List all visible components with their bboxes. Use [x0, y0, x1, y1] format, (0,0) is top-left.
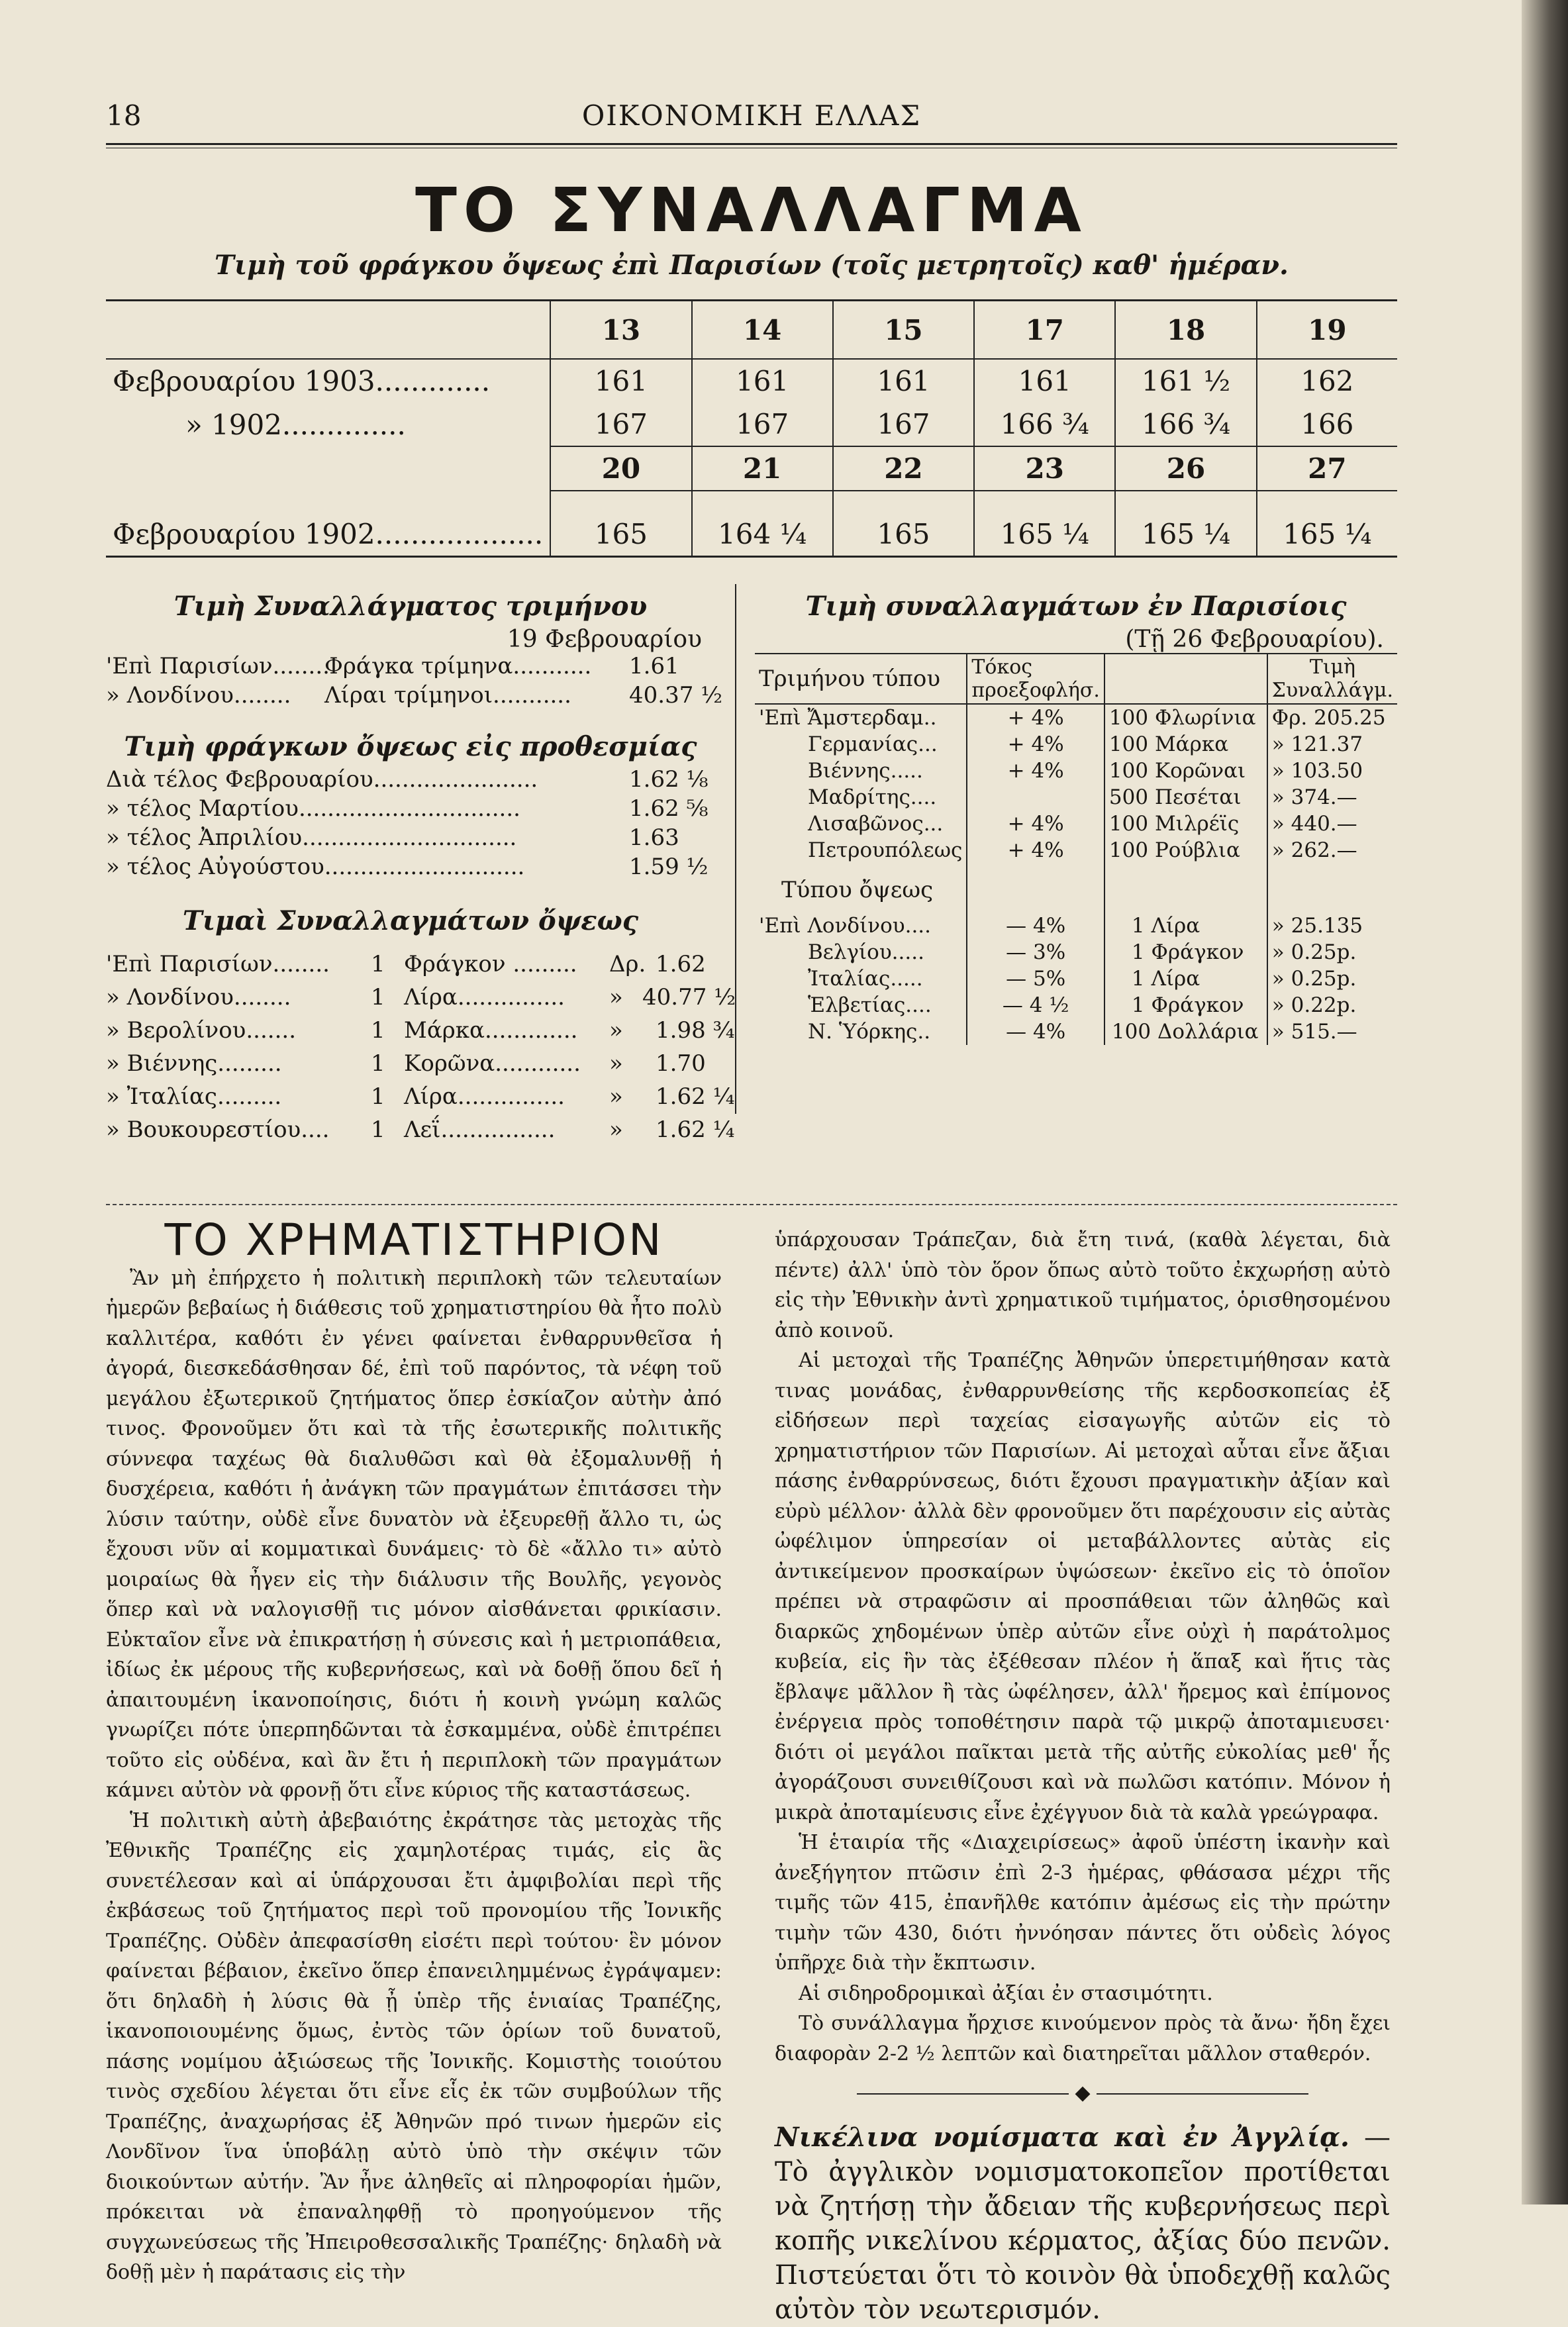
paragraph: Αἱ σιδηροδρομικαὶ ἀξίαι ἐν στασιμότητι. [799, 1981, 1213, 2005]
rate-cell: 161 [833, 359, 974, 403]
column-divider [735, 584, 736, 1114]
list-item: » τέλος Μαρτίου............................... 1.62 ⅝ [106, 795, 709, 822]
day-cell: 13 [550, 301, 691, 360]
running-header [106, 93, 1397, 139]
day-cell: 18 [1115, 301, 1256, 360]
rate-cell: 167 [833, 403, 974, 446]
section-divider [106, 1204, 1397, 1205]
list-item: » τέλος Αὐγούστου............................ 1.59 ½ [106, 854, 709, 880]
paris-rates-table [755, 653, 1397, 1045]
paragraph: Ἡ ἑταιρία τῆς «Διαχειρίσεως» ἀφοῦ ὑπέστη ἱκανὴν καὶ ἀνεξήγητον πτῶσιν ἐπὶ 2-3 ἡμέρας, φθάσασα μέχρι τῆς τιμῆς τῶν 415, ἐπανῆλθε κατόπιν ἀμέσως εἰς τὴν πρώτην τιμὴν τῶν 430, διότι ἠννόησαν πάντες ὅτι οὐδεὶς λόγος ὑπῆρχε διὰ τὴν ἔκπτωσιν. [775, 1831, 1391, 1975]
list-item: » Λονδίνου........ 1 Λίρα............... » 40.77 ½ [106, 984, 736, 1011]
list-item: » Βουκουρεστίου.... 1 Λεΐ................ » 1.62 ¼ [106, 1116, 735, 1143]
table-row: Μαδρίτης.... 500 Πεσέται » 374.— [755, 784, 1397, 811]
table-row: 'Επὶ Ἄμστερδαμ.. + 4% 100 Φλωρίνια Φρ. 205.25 [755, 704, 1397, 731]
paris-heading: Τιμὴ συναλλαγμάτων ἐν Παρισίοις [805, 591, 1347, 622]
rate-cell: 165 [833, 491, 974, 557]
day-cell: 23 [974, 446, 1115, 491]
rate-cell: 165 ¼ [974, 491, 1115, 557]
exchange-columns [106, 584, 1397, 1143]
table-row: 'Επὶ Λονδίνου.... — 4% 1 Λίρα » 25.135 [755, 913, 1397, 939]
ornament-divider: ◆ [775, 2078, 1391, 2108]
row-label: » 1902.............. [185, 408, 406, 441]
table-row: Λισαβῶνος... + 4% 100 Μιλρέϊς » 440.— [755, 811, 1397, 837]
paris-date: (Τῇ 26 Φεβρουαρίου). [1125, 626, 1384, 653]
rate-cell: 161 [974, 359, 1115, 403]
table-row: Ἰταλίας..... — 5% 1 Λίρα » 0.25p. [755, 965, 1397, 992]
three-month-heading: Τιμὴ Συναλλάγματος τριμήνου [173, 591, 648, 622]
rate-cell: 161 [550, 359, 691, 403]
list-item: » Βιέννης......... 1 Κορῶνα............ » 1.70 [106, 1050, 706, 1077]
rate-cell: 166 [1257, 403, 1397, 446]
table-row: Ν. Ὑόρκης.. — 4% 100 Δολλάρια » 515.— [755, 1018, 1397, 1045]
rate-cell: 161 ½ [1115, 359, 1256, 403]
nickel-note [775, 2120, 1391, 2327]
day-cell: 26 [1115, 446, 1256, 491]
list-item: » Ἰταλίας......... 1 Λίρα............... » 1.62 ¼ [106, 1083, 735, 1110]
nickel-text: — Τὸ ἀγγλικὸν νομισματοκοπεῖον προτίθεται νὰ ζητήσῃ τὴν ἄδειαν τῆς κυβερνήσεως περὶ κοπῆς νικελίνου κέρματος, ἀξίας δύο πενῶν. Πιστεύεται ὅτι τὸ κοινὸν θὰ ὑποδεχθῇ καλῶς αὐτὸν τὸν νεωτερισμόν. [775, 2122, 1391, 2325]
list-item: » Λονδίνου........ Λίραι τρίμηνοι........... 40.37 ½ [106, 682, 723, 709]
list-item: » τέλος Ἀπριλίου.............................. 1.63 [106, 824, 679, 851]
rate-cell: 166 ¾ [1115, 403, 1256, 446]
day-cell: 27 [1257, 446, 1397, 491]
page [106, 93, 1397, 1143]
paragraph: ὑπάρχουσαν Τράπεζαν, διὰ ἔτη τινά, (καθὰ λέγεται, διὰ πέντε) ἀλλ' ὑπὸ τὸν ὅρον ὅπως αὐτὸ τοῦτο ἐκχωρήσῃ αὐτὸ εἰς τὴν Ἐθνικὴν ἀντὶ χρηματικοῦ τιμήματος, ὁρισθησομένου ἀπὸ κοινοῦ. [775, 1228, 1391, 1342]
article-column-right [775, 1225, 1391, 2327]
list-item: 'Επὶ Παρισίων........ Φράγκα τρίμηνα........... 1.61 [106, 653, 679, 679]
table-row: Βιέννης..... + 4% 100 Κορῶναι » 103.50 [755, 758, 1397, 784]
list-item: Διὰ τέλος Φεβρουαρίου....................... 1.62 ⅛ [106, 766, 709, 793]
rate-cell: 165 ¼ [1257, 491, 1397, 557]
rate-cell: 161 [692, 359, 833, 403]
row-label: Φεβρουαρίου 1903............. [113, 365, 491, 397]
section-title: ΤΟ ΣΥΝΑΛΛΑΓΜΑ [415, 175, 1088, 246]
forward-heading: Τιμὴ φράγκων ὄψεως εἰς προθεσμίας [124, 731, 697, 762]
table-header-row [106, 301, 1397, 360]
daily-rate-table [106, 299, 1397, 558]
table-row: Βελγίου..... — 3% 1 Φράγκον » 0.25p. [755, 939, 1397, 965]
table-subheader-row [106, 446, 1397, 491]
list-item: » Βερολίνου....... 1 Μάρκα............. » 1.98 ¾ [106, 1017, 735, 1044]
paragraph: Ἂν μὴ ἐπήρχετο ἡ πολιτικὴ περιπλοκὴ τῶν τελευταίων ἡμερῶν βεβαίως ἡ διάθεσις τοῦ χρηματιστηρίου θὰ ἦτο πολὺ καλλιτέρα, καθότι ἐν γένει φαίνεται ἐνθαρρυνθεῖσα ἡ ἀγορά, διεσκεδάσθησαν δέ, ἐπὶ τοῦ παρόντος, τὰ νέφη τοῦ μεγάλου ἐξωτερικοῦ ζητήματος ὅπερ ἐσκίαζον αὐτὴν ἀπό τινος. Φρονοῦμεν ὅτι καὶ τὰ τῆς ἐσωτερικῆς πολιτικῆς σύννεφα ταχέως θὰ διαλυθῶσι καὶ θὰ ἐξομαλυνθῇ ἡ δυσχέρεια, καθότι ἡ ἀνάγκη τῶν πραγμάτων ἐπιτάσσει τὴν λύσιν ταύτην, οὐδὲ εἶνε δυνατὸν νὰ ἐξευρεθῇ ἄλλο τι, ὡς ἔχουσι νῦν αἱ κομματικαὶ δυνάμεις· τὸ δὲ «ἄλλο τι» αὐτὸ μοιραίως θὰ ἦγεν εἰς τὴν διάλυσιν τῆς Βουλῆς, γεγονὸς ὅπερ καὶ νὰ ναλογισθῇ τις μόνον αἰσθάνεται φρικίασιν. Εὐκταῖον εἶνε νὰ ἐπικρατήσῃ ἡ σύνεσις καὶ ἡ μετριοπάθεια, ἰδίως ἐκ μέρους τῆς κυβερνήσεως, καὶ νὰ δοθῇ ὅπου δεῖ ἡ ἀπαιτουμένη ἱκανοποίησις, διότι ἡ κοινὴ γνώμη καλῶς γνωρίζει πότε ὑπερπηδῶνται τὰ ἐσκαμμένα, οὐδὲ ἐπιτρέπει τοῦτο εἰς οὐδένα, καὶ ἂν ἔτι ἡ περιπλοκὴ τῶν πραγμάτων κάμνει αὐτὸν νὰ φρονῇ ὅτι εἶνε κύριος τῆς καταστάσεως. [106, 1266, 722, 1802]
day-cell: 20 [550, 446, 691, 491]
sight-rates-heading: Τιμαὶ Συναλλαγμάτων ὄψεως [182, 905, 639, 936]
rate-cell: 167 [692, 403, 833, 446]
article-column-left [106, 1214, 722, 2288]
article-title: ΤΟ ΧΡΗΜΑΤΙΣΤΗΡΙΟΝ [164, 1214, 663, 1265]
table-header-row: Τριμήνου τύπου Τόκος προεξοφλήσ. Τιμὴ Συναλλάγμ. [755, 654, 1397, 704]
paragraph: Ἡ πολιτικὴ αὐτὴ ἀβεβαιότης ἐκράτησε τὰς μετοχὰς τῆς Ἐθνικῆς Τραπέζης εἰς χαμηλοτέρας τιμάς, εἰς ἃς συνετέλεσαν καὶ αἱ ὑπάρχουσαι ἔτι ἀμφιβολίαι περὶ τῆς ἐκβάσεως τοῦ ζητήματος περὶ τοῦ προνομίου τῆς Ἰονικῆς Τραπέζης. Οὐδὲν ἀπεφασίσθη εἰσέτι περὶ τούτου· ἓν μόνον φαίνεται βέβαιον, ἐκεῖνο ὅπερ ἐπανειλημμένως ἐγράψαμεν: ὅτι δηλαδὴ ἡ λύσις θὰ ᾖ ὑπὲρ τῆς ἑνιαίας Τραπέζης, ἱκανοποιουμένης ὅμως, ἐντὸς τῶν ὁρίων τοῦ δυνατοῦ, πάσης νομίμου ἀξιώσεως τῆς Ἰονικῆς. Κομιστὴς τοιούτου τινὸς σχεδίου λέγεται ὅτι εἶνε εἷς ἐκ τῶν συμβούλων τῆς Τραπέζης, ἀναχωρήσας ἐξ Ἀθηνῶν πρό τινων ἡμερῶν εἰς Λονδῖνον ἵνα ὑποβάλῃ αὐτὸ ὑπὸ τὴν σκέψιν τῶν διοικούντων αὐτήν. Ἂν ἦνε ἀληθεῖς αἱ πληροφορίαι ἡμῶν, πρόκειται νὰ ἐπαναληφθῇ τὸ προηγούμενον τῆς συγχωνεύσεως τῆς Ἠπειροθεσσαλικῆς Τραπέζης· δηλαδὴ νὰ δοθῇ μὲν ἡ παράτασις εἰς τὴν [106, 1808, 722, 2284]
section-subtitle: Τιμὴ τοῦ φράγκου ὄψεως ἐπὶ Παρισίων (τοῖς μετρητοῖς) καθ' ἡμέραν. [215, 250, 1289, 281]
paragraph: Τὸ συνάλλαγμα ἤρχισε κινούμενον πρὸς τὰ ἄνω· ἤδη ἔχει διαφορὰν 2-2 ½ λεπτῶν καὶ διατηρεῖται μᾶλλον σταθερόν. [775, 2012, 1391, 2065]
row-label: Φεβρουαρίου 1902................... [106, 491, 550, 557]
rate-cell: 165 [550, 491, 691, 557]
table-row: Ἑλβετίας.... — 4 ½ 1 Φράγκον » 0.22p. [755, 992, 1397, 1018]
rate-cell: 165 ¼ [1115, 491, 1256, 557]
table-row: Γερμανίας... + 4% 100 Μάρκα » 121.37 [755, 731, 1397, 758]
day-cell: 17 [974, 301, 1115, 360]
nickel-title: Νικέλινα νομίσματα καὶ ἐν Ἀγγλίᾳ. [775, 2121, 1349, 2153]
list-item: 'Επὶ Παρισίων........ 1 Φράγκον ......... Δρ. 1.62 [106, 951, 706, 977]
day-cell: 14 [692, 301, 833, 360]
three-month-date: 19 Φεβρουαρίου [507, 626, 702, 653]
header-rule [106, 143, 1397, 148]
right-column [755, 584, 1397, 1045]
running-title: ΟΙΚΟΝΟΜΙΚΗ ΕΛΛΑΣ [581, 99, 922, 132]
page-edge-shadow [1522, 0, 1568, 2204]
table-section-label: Τύπου ὄψεως [755, 864, 1397, 913]
table-row [106, 491, 1397, 557]
day-cell: 19 [1257, 301, 1397, 360]
table-row [106, 403, 1397, 446]
day-cell: 21 [692, 446, 833, 491]
left-column [106, 584, 736, 1150]
rate-cell: 162 [1257, 359, 1397, 403]
rate-cell: 164 ¼ [692, 491, 833, 557]
paragraph: Αἱ μετοχαὶ τῆς Τραπέζης Ἀθηνῶν ὑπερετιμήθησαν κατὰ τινας μονάδας, ἐνθαρρυνθείσης τῆς κερδοσκοπείας ἐξ εἰδήσεων περὶ ταχείας εἰσαγωγῆς αὐτῶν εἰς τὸ χρηματιστήριον τῶν Παρισίων. Αἱ μετοχαὶ αὗται εἶνε ἄξιαι πάσης ἐνθαρρύνσεως, διότι ἔχουσι πραγματικὴν ἀξίαν καὶ εὐρὺ μέλλον· ἀλλὰ δὲν φρονοῦμεν ὅτι παρέχουσιν εἰς αὐτὰς ὠφέλιμον ὑπηρεσίαν οἱ μεταβάλλοντες αὐτὰς εἰς ἀντικείμενον προσκαίρων ὑψώσεων· ἐκεῖνο εἰς τὸ ὁποῖον πρέπει νὰ στραφῶσιν αἱ προσπάθειαι τῶν ἀληθῶς καὶ διαρκῶς χηδομένων ὑπὲρ αὐτῶν εἶνε οὐχὶ ἡ παράτολμος κυβεία, εἰς ἣν τὰς ἐξέθεσαν πλέον ἡ ἅπαξ καὶ ἥτις τὰς ἔβλαψε μᾶλλον ἢ τὰς ὠφέλησεν, ἀλλ' ἤρεμος καὶ ἐπίμονος ἐνέργεια πρὸς τοποθέτησιν παρὰ τῷ μικρῷ ἀποταμιευσει· διότι οἱ μεγάλοι παῖκται μετὰ τῆς αὐτῆς εὐκολίας μεθ' ἧς ἀγοράζουσι συνειθίζουσι καὶ νὰ πωλῶσι κατόπιν. Μόνον ἡ μικρὰ ἀποταμίευσις εἶνε ἐχέγγυον διὰ τὰ καλὰ γρεώγραφα. [775, 1349, 1391, 1824]
day-cell: 15 [833, 301, 974, 360]
table-row [106, 359, 1397, 403]
table-row: Πετρουπόλεως + 4% 100 Ρούβλια » 262.— [755, 837, 1397, 864]
rate-cell: 167 [550, 403, 691, 446]
rate-cell: 166 ¾ [974, 403, 1115, 446]
page-number: 18 [106, 99, 142, 132]
day-cell: 22 [833, 446, 974, 491]
